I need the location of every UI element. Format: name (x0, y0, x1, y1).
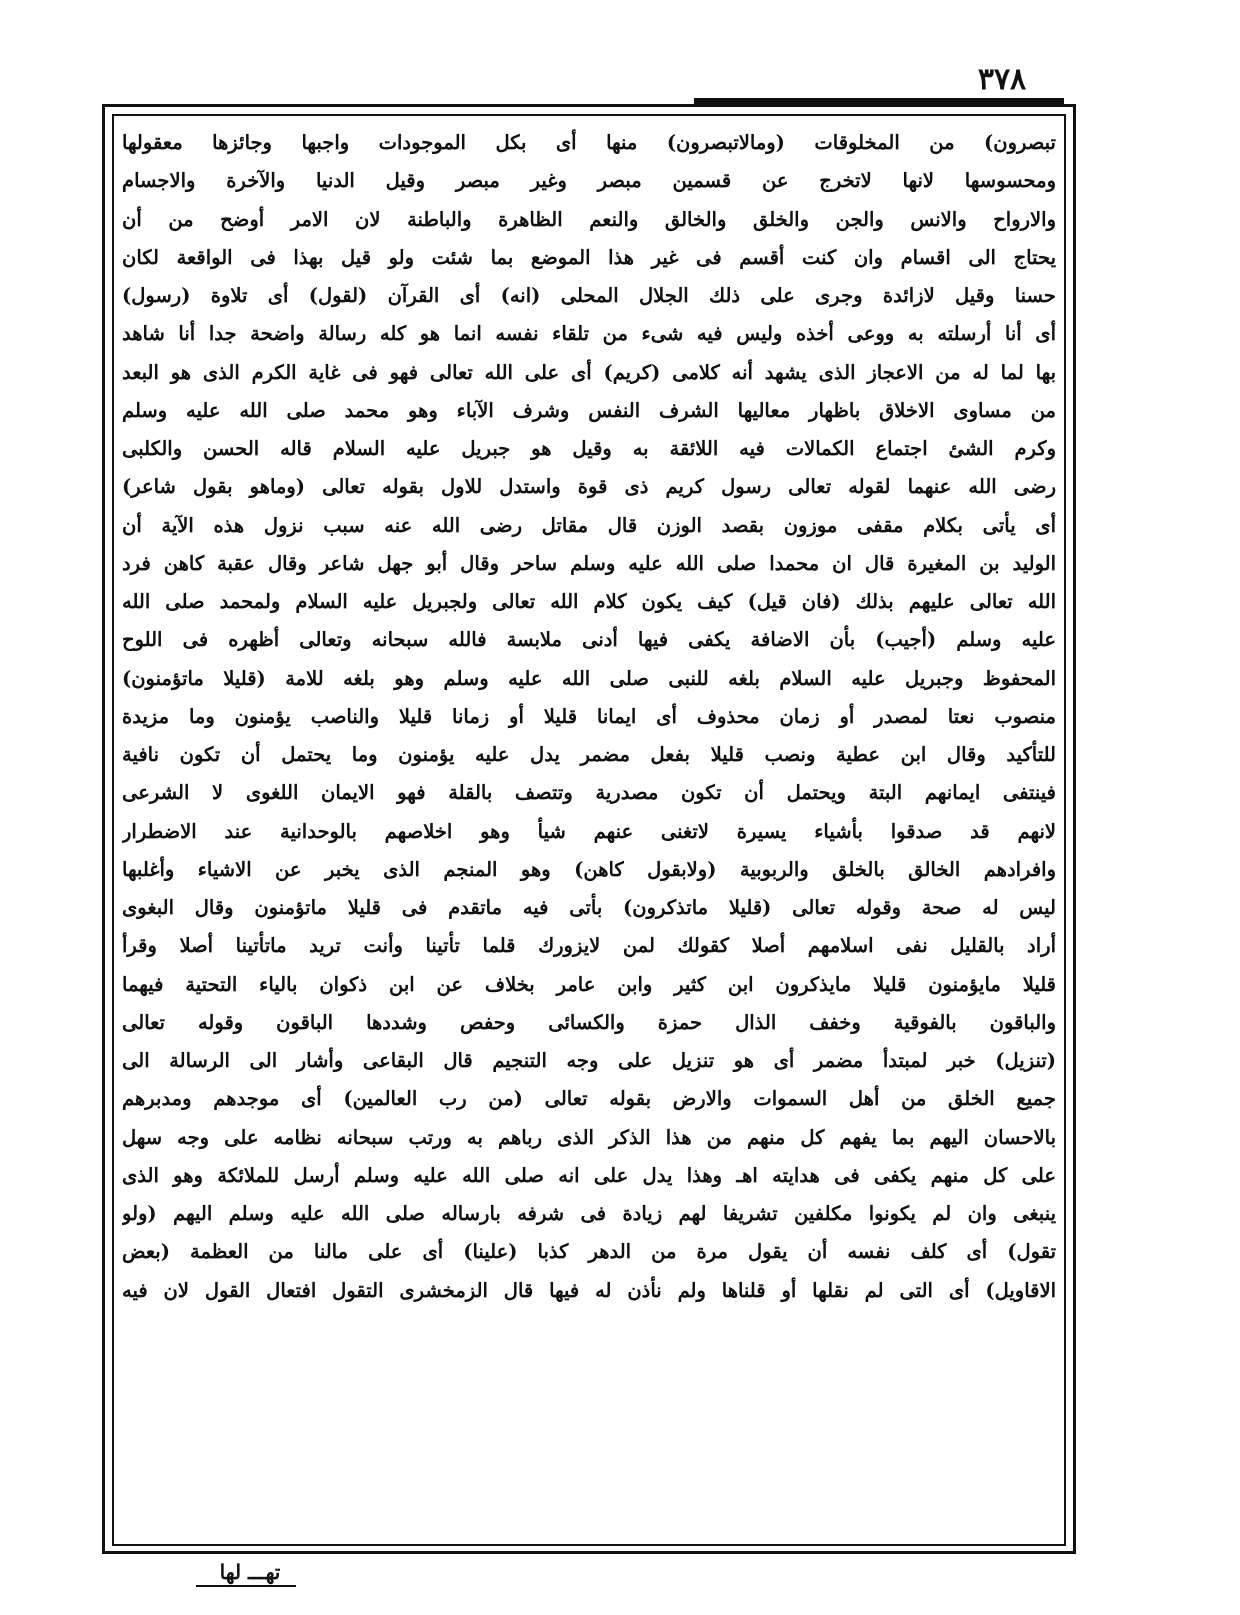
catchword: تهـــ لها (219, 1560, 281, 1584)
text-line: الوليد بن المغيرة قال ان محمدا صلى الله عليه وسلم ساحر وقال أبو جهل شاعر وقال عقبة كاهن فرد (122, 551, 1056, 575)
text-line: رضى الله عنهما لقوله تعالى رسول كريم ذى قوة واستدل للاول بقوله تعالى (وماهو بقول شاعر) (122, 475, 1056, 499)
text-line: تقول) أى كلف نفسه أن يقول مرة من الدهر كذبا (علينا) أى على مالنا من العظمة (بعض (122, 1240, 1056, 1264)
text-line: فينتفى ايمانهم البتة ويحتمل أن تكون مصدرية وتتصف بالقلة فهو الايمان اللغوى لا الشرعى (122, 781, 1056, 805)
text-line: المحفوظ وجبريل عليه السلام بلغه للنبى صلى الله عليه وسلم وهو بلغه للامة (قليلا ماتؤمنون) (122, 666, 1056, 690)
text-line: والباقون بالفوقية وخفف الذال حمزة والكسائى وحفص وشددها الباقون وقوله تعالى (122, 1010, 1056, 1034)
text-line: للتأكيد وقال ابن عطية ونصب قليلا بفعل مضمر يدل عليه يؤمنون وما يحتمل أن تكون نافية (122, 743, 1056, 766)
text-line: بالاحسان اليهم بما يفهم كل منهم من هذا الذكر الذى رباهم به ورتب سبحانه نظامه على وجه سهل (122, 1125, 1056, 1149)
page-number: ٣٧٨ (977, 62, 1027, 97)
text-line: ليس له صحة وقوله تعالى (قليلا ماتذكرون) بأتى فيه ماتقدم فى قليلا ماتؤمنون وقال البغوى (122, 896, 1056, 919)
text-line: أى يأتى بكلام مقفى موزون بقصد الوزن قال مقاتل رضى الله عنه سبب نزول هذه الآية أن (122, 513, 1056, 537)
text-line: الله تعالى عليهم بذلك (فان قيل) كيف يكون كلام الله تعالى ولجبريل عليه السلام ولمحمد صلى الله (122, 590, 1056, 613)
text-line: من مساوى الاخلاق باظهار معاليها الشرف النفس وشرف الآباء وهو محمد صلى الله عليه وسلم (122, 398, 1056, 422)
commentary-text (122, 124, 1056, 1538)
text-line: قليلا مايؤمنون قليلا مايذكرون ابن كثير وابن عامر بخلاف عن ابن ذكوان بالياء التحتية فيهما (122, 972, 1056, 996)
text-line: جميع الخلق من أهل السموات والارض بقوله تعالى (من رب العالمين) أى موجدهم ومدبرهم (122, 1087, 1056, 1111)
catchword-underline (196, 1585, 296, 1587)
text-line: عليه وسلم (أجيب) بأن الاضافة يكفى فيها أدنى ملابسة فالله سبحانه وتعالى أظهره فى اللوح (122, 628, 1056, 652)
text-line: وافرادهم الخالق بالخلق والربوبية (ولابقول كاهن) وهو المنجم الذى يخبر عن الاشياء وأغلبها (122, 857, 1056, 881)
text-line: يحتاج الى اقسام وان كنت أقسم فى غير هذا الموضع بما شئت ولو قيل بهذا فى الواقعة لكان (122, 245, 1056, 269)
text-line: والارواح والانس والجن والخلق والخالق والنعم الظاهرة والباطنة لان الامر أوضح من أن (122, 207, 1056, 231)
text-line: لانهم قد صدقوا بأشياء يسيرة لاتغنى عنهم شيأ وهو اخلاصهم بالوحدانية عند الاضطرار (122, 819, 1056, 843)
text-line: أراد بالقليل نفى اسلامهم أصلا كقولك لمن لايزورك قلما تأتينا وأنت تريد ماتأتينا أصلا وقرأ (122, 934, 1056, 958)
text-line: الاقاويل) أى التى لم نقلها أو قلناها ولم نأذن له فيها قال الزمخشرى التقول افتعال القول لان فيه (122, 1278, 1056, 1302)
text-line: ومحسوسها لانها لاتخرج عن قسمين مبصر وغير مبصر وقيل الدنيا والآخرة والاجسام (122, 169, 1056, 193)
text-line: ينبغى وان لم يكونوا مكلفين تشريفا لهم زيادة فى شرفه بارساله صلى الله عليه وسلم اليهم (ولو (122, 1202, 1056, 1225)
text-line: أى أنا أرسلته به ووعى أخذه وليس فيه شىء من تلقاء نفسه انما هو كله رسالة واضحة جدا أنا شاهد (122, 322, 1056, 346)
text-line: وكرم الشئ اجتماع الكمالات فيه اللائقة به وقيل هو جبريل عليه السلام قاله الحسن والكلبى (122, 437, 1056, 460)
text-line: بها لما له من الاعجاز الذى يشهد أنه كلامى (كريم) أى على الله تعالى فهو فى غاية الكرم الذى هو البعد (122, 360, 1056, 384)
text-line: تبصرون) من المخلوقات (ومالاتبصرون) منها أى بكل الموجودات واجبها وجائزها معقولها (122, 131, 1056, 154)
text-line: على كل منهم يكفى فى هدايته اهـ وهذا يدل على انه صلى الله عليه وسلم أرسل للملائكة وهو الذى (122, 1163, 1056, 1187)
text-line: (تنزيل) خبر لمبتدأ مضمر أى هو تنزيل على وجه التنجيم قال البقاعى وأشار الى الرسالة الى (122, 1049, 1056, 1072)
text-line: منصوب نعتا لمصدر أو زمان محذوف أى ايمانا قليلا أو زمانا قليلا والناصب يؤمنون وما مزيدة (122, 704, 1056, 728)
text-line: حسنا وقيل لازائدة وجرى على ذلك الجلال المحلى (انه) أى القرآن (لقول) أى تلاوة (رسول) (122, 284, 1056, 307)
